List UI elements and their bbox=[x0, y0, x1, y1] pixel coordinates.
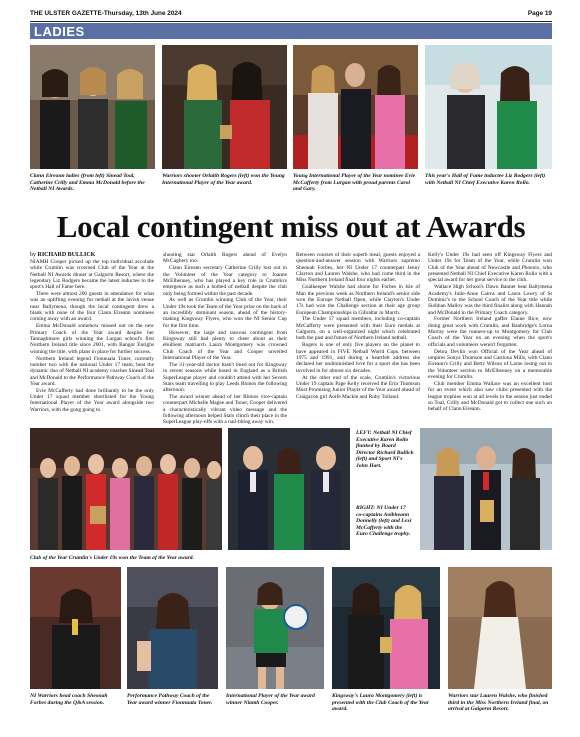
caption-karen-rollo-left: LEFT: Netball NI Chief Executive Karen Rollo flanked by Board Director Richard Bullick (left) and Sport NI's John Hart. bbox=[356, 430, 414, 469]
paragraph: However, the large and raucous contingent from Kingsway still had plenty to cheer about as their ebullient matriarch Laura Montgomery was crowned Club Coach of the Year and Cooper unveiled International Player of the Year. bbox=[163, 329, 287, 361]
paragraph: Between courses of their superb meal, guests enjoyed a question-and-answer session with Warriors supremo Sheonah Forbes, her NI Under 17 counterpart Jenny Clayton and Lauren Walshe, who had come third in the Miss Northern Ireland final four nights earlier. bbox=[296, 252, 420, 284]
section-title: LADIES bbox=[34, 24, 85, 39]
page-header bbox=[30, 8, 552, 20]
photo-clann-eireann-ladies bbox=[30, 45, 155, 169]
caption-crumlin-team: Club of the Year Crumlin's Under 19s won the Team of the Year award. bbox=[30, 555, 195, 561]
header-rule bbox=[30, 21, 552, 22]
caption-orlaith-rogers: Warriors shooter Orlaith Rogers (left) won the Young International Player of the Year award. bbox=[162, 173, 285, 186]
paragraph: NIAMH Cooper picked up the top individual accolade while Crumlin was crowned Club of the Year at the Netball NI Awards dinner at Galgorm Resort, where the legendary Liz Rodgers became the latest inductee to the sport's Hall of Fame here. bbox=[30, 258, 154, 291]
article-column-1 bbox=[30, 252, 154, 414]
paragraph: Rogers is one of only five players on the planet to have appeared in FIVE Netball World Cups, between 1975 and 1991, and during a heartfelt address she declared her undiminished love for a sport she has been involved in for almost six decades. bbox=[296, 342, 420, 374]
caption-u17-co-captains: RIGHT: NI Under 17 co-captains Aoibheann Donnelly (left) and Lexi McCafferty with the Euro Challenge trophy. bbox=[356, 505, 412, 538]
photo-orlaith-rogers-award bbox=[162, 45, 287, 169]
paragraph: Kelly's Under 19s had seen off Kingsway Flyers and Under 19s for Team of the Year, while Crumlin won Club of the Year ahead of Newcastle and Phoenix, who presented Netball NI Chief Executive Karen Rollo with a special award for her great service to the club. bbox=[428, 252, 552, 284]
photo-laura-montgomery bbox=[332, 567, 440, 689]
paragraph: At the other end of the scale, Crumlin's victorious Under 19 captain Page Kelly received the Erin Thomson Most Promising Junior Player of the Year award ahead of Craigavon girl Aoife Mackle and Ruby Tolland. bbox=[296, 374, 420, 400]
caption-clann-eireann: Clann Eireann ladies (from left) Sinead Toal, Catherine Crilly and Emma McDonald before the Netball NI Awards. bbox=[30, 173, 145, 193]
photo-evie-mccafferty-parents bbox=[293, 45, 418, 169]
paragraph: Club member Emma Wallace was an excellent host for an event which also saw clubs presented with the league trophies won at all levels in the season just ended so Toal, Crilly and McDonald got to collect one such on behalf of Clann Eireann. bbox=[428, 380, 552, 413]
caption-laura-montgomery: Kingsway's Laura Montgomery (left) is presented with the Club Coach of the Year award. bbox=[332, 693, 430, 713]
paragraph: Clann Eireann secretary Catherine Crilly lost out in the Volunteer of the Year category to Joanne McElhenney, who has played a key role in Crumlin's emergence as such a hotbed of netball despite the club only being formed within the past decade. bbox=[163, 265, 287, 297]
byline: by RICHARD BULLICK bbox=[30, 252, 96, 258]
page-number: Page 19 bbox=[527, 10, 552, 17]
byline-author: RICHARD BULLICK bbox=[37, 252, 96, 258]
paragraph: Wallace High School's Dawn Banner beat Ballymena Academy's Julie-Anne Cairns and Laura Lowry of St Dominic's to the School Coach of the Year title while Siobhan Malloy was the third finalist along with Hannah and McDonald in the Primary Coach category. bbox=[428, 284, 552, 316]
photo-lauren-walshe bbox=[448, 567, 552, 689]
caption-fionnuala-toner: Performance Pathway Coach of the Year award winner Fionnuala Toner. bbox=[127, 693, 213, 706]
photo-crumlin-under-19s bbox=[30, 428, 222, 550]
article-column-2 bbox=[163, 252, 287, 426]
paragraph: Northern Ireland legend Fionnuala Toner, currently number two with the national Under 17 team, beat the dynamic duo of Netball NI academy coaches Sinead Toal and McDonald to the Performance Pathway Coach of the Year award. bbox=[30, 355, 154, 387]
photo-sheonah-forbes bbox=[30, 567, 121, 689]
photo-liz-rodgers-hall-of-fame bbox=[425, 45, 552, 169]
caption-sheonah-forbes: NI Warriors head coach Sheonah Forbes during the Q&A session. bbox=[30, 693, 108, 706]
paragraph: There were almost 200 guests in attendance for what was an uplifting evening for netball at the lavish venue near Ballymena, though the local contingent drew a blank with none of the four Clann Eireann nominees coming away with an award. bbox=[30, 291, 154, 323]
article-column-4 bbox=[428, 252, 552, 413]
caption-liz-rodgers: This year's Hall of Fame inductee Liz Rodgers (left) with Netball NI Chief Executive Karen Rollo. bbox=[425, 173, 546, 186]
newspaper-date: THE ULSTER GAZETTE-Thursday, 13th June 2024 bbox=[30, 10, 182, 17]
paragraph: Former Northern Ireland gaffer Elaine Rice, now doing great work with Crumlin, and Banbridge's Lorna Murray were the runners-up to Montgomery for Club Coach of the Year on an evening when the sport's officials and volunteers weren't forgotten. bbox=[428, 316, 552, 348]
paragraph: The 31-year-old doctor hasn't lined out for Kingsway in recent seasons while based in England as a British SuperLeague player and couldn't attend with her Severn Stars team travelling to play Leeds Rhinos the following afternoon. bbox=[163, 361, 287, 394]
photo-fionnuala-toner bbox=[127, 567, 218, 689]
paragraph: Debra Devlin won Official of the Year ahead of umpires Sonya Thomson and Catriona Mills, with Clann Eireann's Crilly and Betty Wilson of Larne losing out in the Volunteer section to McElhenney on a memorable evening for Crumlin. bbox=[428, 348, 552, 381]
paragraph: The Under 17 squad members, including co-captain McCafferty were presented with their Euro medals at Galgorm, on a well-organized night which celebrated both the past and future of Northern Ireland netball. bbox=[296, 316, 420, 342]
paragraph: As well as Crumlin winning Club of the Year, their Under 19s took the Team of the Year prize on the back of an incredibly dominant season, ahead of the history-making Kingsway Flyers, who won the NI Senior Cup for the first time. bbox=[163, 297, 287, 329]
article-column-3 bbox=[296, 252, 420, 400]
section-banner bbox=[30, 23, 552, 39]
caption-lauren-walshe: Warriors star Lauren Walshe, who finished third in the Miss Northern Ireland final, on arrival at Galgorm Resort. bbox=[448, 693, 549, 713]
caption-niamh-cooper: International Player of the Year award winner Niamh Cooper. bbox=[226, 693, 315, 706]
paragraph: Emma McDonald somehow missed out on the new Primary Coach of the Year award despite her Tannaghmore girls winning the Lurgan school's first Northern Ireland title since 2001, with Bangor Enrighs winning the title, with plans in place for further success. bbox=[30, 323, 154, 355]
paragraph: Goalkeeper Walshe had shone for Forbes in Isle of Man the previous week as Northern Ireland's senior side won the Europe Netball Open, while Clayton's Under 17s had won the Challenge section at their age group European Championships in Gibraltar in March. bbox=[296, 284, 420, 316]
caption-evie-mccafferty: Young International Player of the Year nominee Evie McCafferty from Lurgan with proud parents Carol and Gary. bbox=[293, 173, 416, 193]
photo-u17-co-captains-trophy bbox=[420, 428, 552, 550]
photo-karen-rollo-flanked bbox=[228, 428, 350, 550]
paragraph: The award winner ahead of her Rhinos vice-captain counterpart Michelle Magee and Toner, Cooper delivered a characteristically vibrant video message and the following afternoon helped Stars clinch their place in the SuperLeague play-offs with a nail-biting away win. bbox=[163, 394, 287, 426]
paragraph: shooting star Orlaith Rogers ahead of Evelyn McCaghery too. bbox=[163, 252, 287, 265]
photo-niamh-cooper bbox=[226, 567, 324, 689]
article-headline: Local contingent miss out at Awards bbox=[56, 209, 526, 244]
paragraph: Evie McCafferty had done brilliantly to be the only Under 17 squad member shortlisted for the Young International Player of the Year award alongside two Warriors, with the gong going to bbox=[30, 387, 154, 413]
